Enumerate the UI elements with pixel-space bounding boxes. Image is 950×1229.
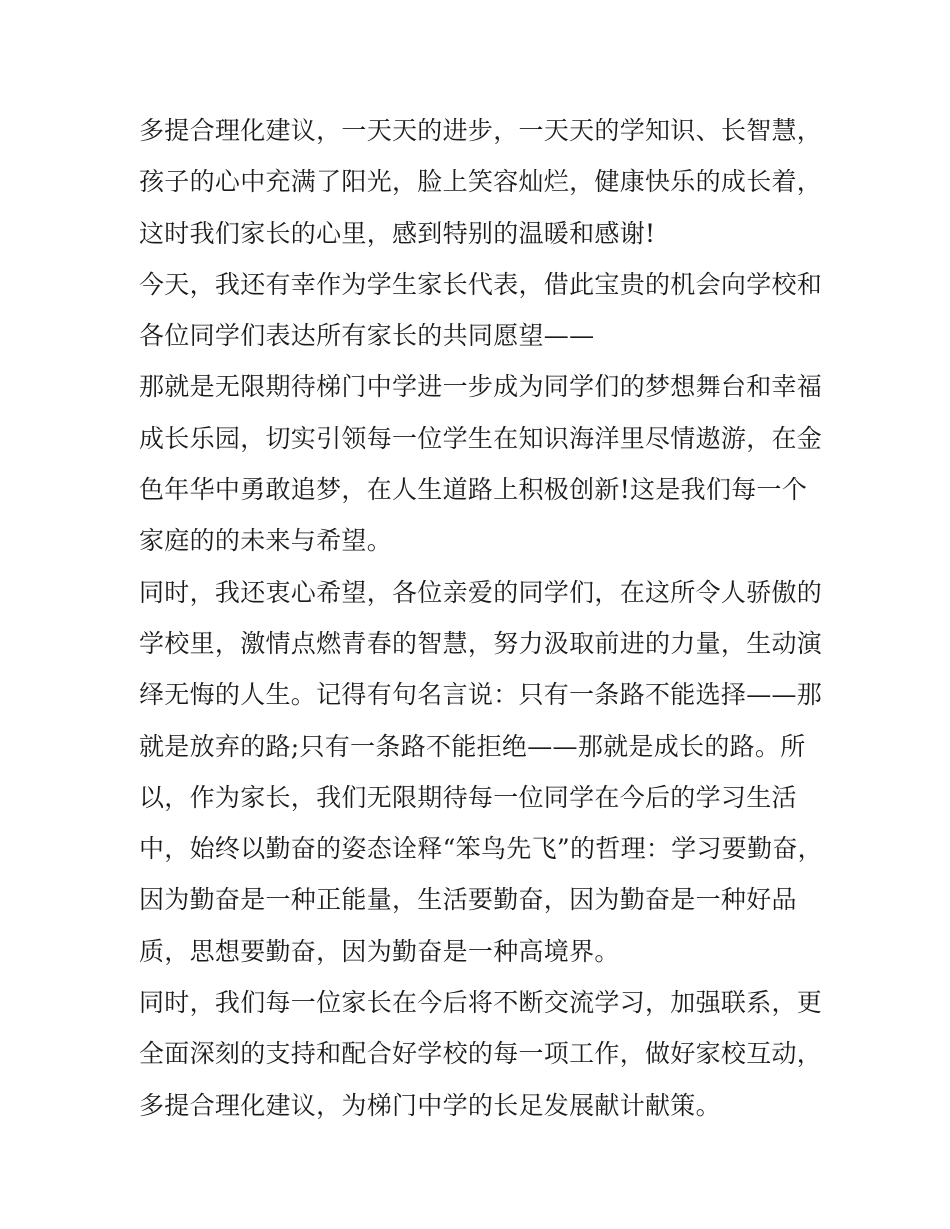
text-line: 孩子的心中充满了阳光，脸上笑容灿烂，健康快乐的成长着， — [139, 167, 823, 197]
text-line: 多提合理化建议，一天天的进步，一天天的学知识、长智慧， — [139, 116, 823, 145]
text-line: 质，思想要勤奋，因为勤奋是一种高境界。 — [139, 936, 620, 966]
text-line: 多提合理化建议，为梯门中学的长足发展献计献策。 — [139, 1090, 721, 1120]
text-line: 色年华中勇敢追梦，在人生道路上积极创新!这是我们每一个 — [139, 475, 808, 505]
body-text — [139, 105, 829, 1131]
text-line: 今天，我还有幸作为学生家长代表，借此宝贵的机会向学校和 — [139, 269, 823, 299]
text-line: 各位同学们表达所有家长的共同愿望—— — [139, 321, 595, 351]
text-line: 中，始终以勤奋的姿态诠释“笨鸟先飞”的哲理：学习要勤奋， — [139, 834, 823, 864]
text-line: 因为勤奋是一种正能量，生活要勤奋，因为勤奋是一种好品 — [139, 885, 797, 915]
text-line: 这时我们家长的心里，感到特别的温暖和感谢! — [139, 218, 656, 248]
text-line: 全面深刻的支持和配合好学校的每一项工作，做好家校互动， — [139, 1039, 823, 1069]
text-line: 绎无悔的人生。记得有句名言说：只有一条路不能选择——那 — [139, 680, 823, 710]
text-line: 家庭的的未来与希望。 — [139, 526, 393, 556]
text-line: 以，作为家长，我们无限期待每一位同学在今后的学习生活 — [139, 782, 797, 812]
text-line: 就是放弃的路;只有一条路不能拒绝——那就是成长的路。所 — [139, 731, 806, 761]
text-line: 同时，我们每一位家长在今后将不断交流学习，加强联系，更 — [139, 988, 823, 1018]
text-line: 成长乐园，切实引领每一位学生在知识海洋里尽情遨游，在金 — [139, 423, 823, 453]
text-line: 同时，我还衷心希望，各位亲爱的同学们，在这所令人骄傲的 — [139, 577, 823, 607]
text-line: 学校里，激情点燃青春的智慧，努力汲取前进的力量，生动演 — [139, 628, 823, 658]
text-line: 那就是无限期待梯门中学进一步成为同学们的梦想舞台和幸福 — [139, 372, 823, 402]
